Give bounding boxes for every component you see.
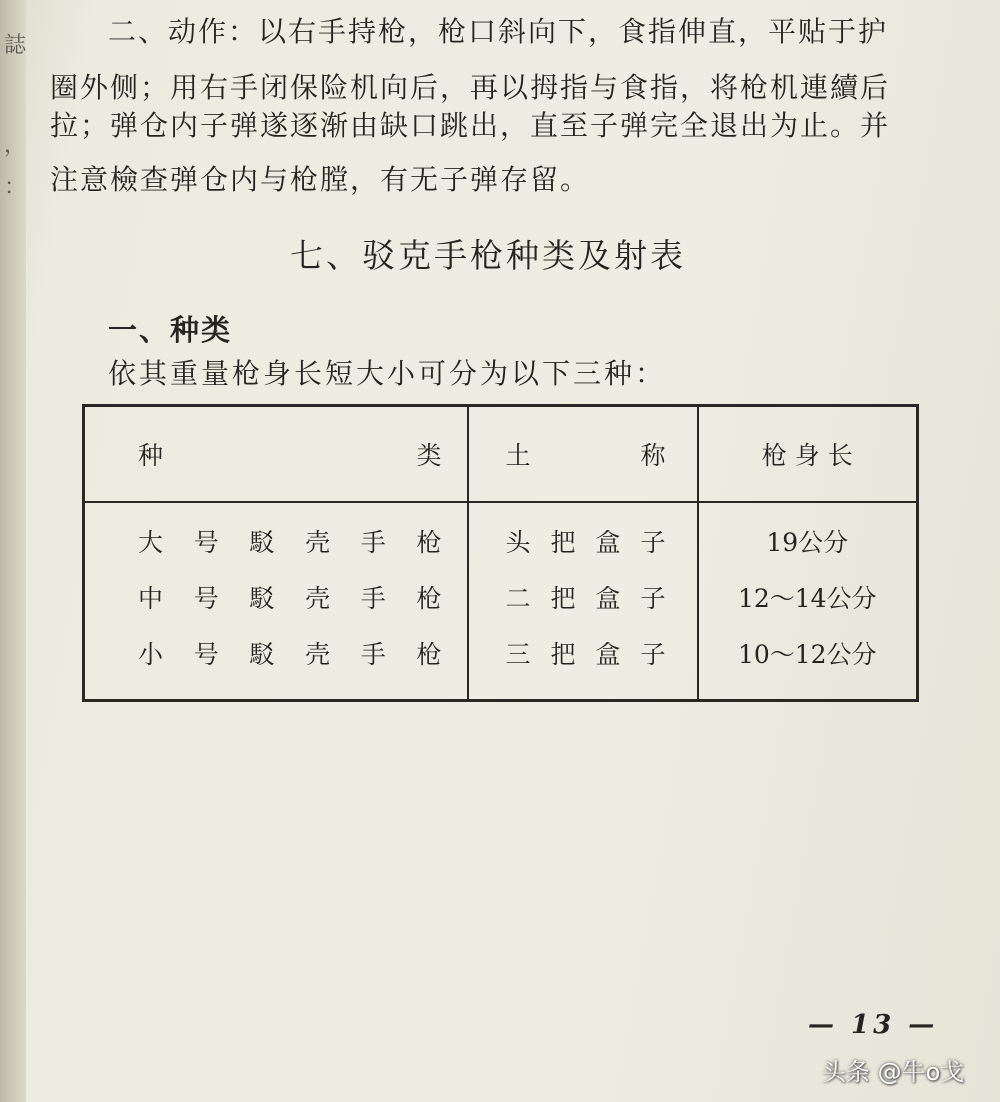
table-header-row xyxy=(84,406,918,503)
page-gutter-shadow xyxy=(0,0,26,1102)
table-body-row xyxy=(84,502,918,701)
header-local-name: 土 称 xyxy=(468,406,698,503)
table-row: 中 号 駁 壳 手 枪 xyxy=(138,584,442,613)
paragraph-line: 注意檢查弹仓内与枪膛，有无子弹存留。 xyxy=(50,163,591,196)
table-row: 19公分 xyxy=(766,528,849,557)
table-row: 大 号 駁 壳 手 枪 xyxy=(138,528,442,557)
paragraph-line: 圈外侧；用右手闭保险机向后，再以拇指与食指，将枪机連續后 xyxy=(50,71,891,104)
paragraph-line: 二、动作：以右手持枪，枪口斜向下，食指伸直，平贴于护 xyxy=(108,15,889,48)
watermark: 头条 @牛o戈 xyxy=(822,1058,965,1086)
page-number: — 13 — xyxy=(808,1010,939,1040)
paragraph-line: 拉；弹仓内子弹遂逐渐由缺口跳出，直至子弹完全退出为止。并 xyxy=(50,109,891,142)
table-row: 二 把 盒 子 xyxy=(505,584,666,613)
type-column xyxy=(84,502,468,701)
margin-fragment: ， xyxy=(4,133,27,158)
table-row: 10～12公分 xyxy=(737,640,877,669)
table-row: 12～14公分 xyxy=(737,584,877,613)
header-barrel-length: 枪 身 长 xyxy=(698,406,918,503)
barrel-length-column xyxy=(698,502,918,701)
section-title: 七、驳克手枪种类及射表 xyxy=(290,236,686,275)
margin-fragment: ： xyxy=(4,175,27,200)
pistol-types-table xyxy=(82,404,919,702)
table-row: 三 把 盒 子 xyxy=(505,640,666,669)
intro-text: 依其重量枪身长短大小可分为以下三种： xyxy=(108,357,667,390)
local-name-column xyxy=(468,502,698,701)
margin-fragment: 誌 xyxy=(4,33,27,58)
header-type: 种 类 xyxy=(84,406,468,503)
table-row: 小 号 駁 壳 手 枪 xyxy=(138,640,442,669)
table-row: 头 把 盒 子 xyxy=(505,528,666,557)
subsection-title: 一、种类 xyxy=(108,313,233,347)
